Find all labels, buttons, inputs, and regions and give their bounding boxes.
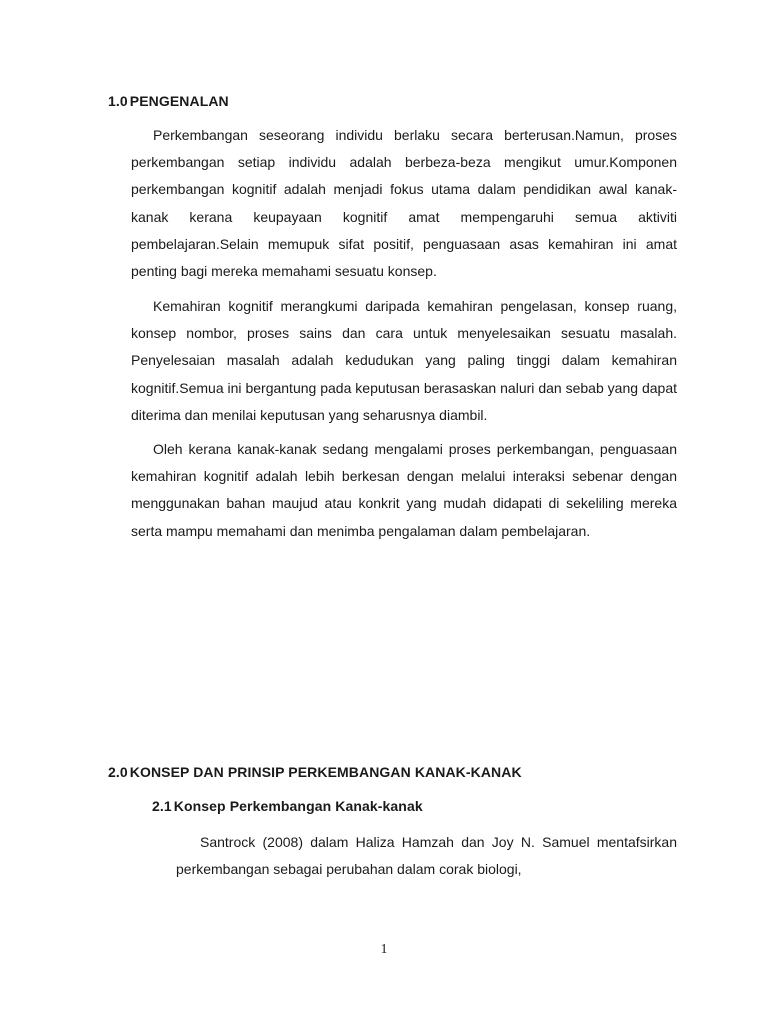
section-2-title: KONSEP DAN PRINSIP PERKEMBANGAN KANAK-KANAK bbox=[129, 764, 522, 780]
page-number: 1 bbox=[380, 942, 388, 957]
subsection-2-1-title: Konsep Perkembangan Kanak-kanak bbox=[173, 798, 423, 814]
section-2-heading bbox=[108, 764, 522, 780]
subsection-2-1-paragraph: Santrock (2008) dalam Haliza Hamzah dan Joy N. Samuel mentafsirkan perkembangan sebagai perubahan dalam corak biologi, bbox=[176, 834, 677, 878]
intro-paragraph-3: Oleh kerana kanak-kanak sedang mengalami proses perkembangan, penguasaan kemahiran kognitif adalah lebih berkesan dengan melalui interaksi sebenar dengan menggunakan bahan maujud atau konkrit yang mudah didapati di sekeliling mereka serta mampu memahami dan menimba pengalaman dalam pembelajaran. bbox=[131, 441, 677, 539]
section-1-title: PENGENALAN bbox=[129, 93, 229, 109]
section-1-heading bbox=[108, 93, 229, 109]
intro-paragraph-2: Kemahiran kognitif merangkumi daripada kemahiran pengelasan, konsep ruang, konsep nombor, proses sains dan cara untuk menyelesaikan sesuatu masalah. Penyelesaian masalah adalah kedudukan yang paling tinggi dalam kemahiran kognitif.Semua ini bergantung pada keputusan berasaskan naluri dan sebab yang dapat diterima dan menilai keputusan yang seharusnya diambil. bbox=[131, 298, 677, 423]
intro-paragraph-1: Perkembangan seseorang individu berlaku secara berterusan.Namun, proses perkembangan setiap individu adalah berbeza-beza mengikut umur.Komponen perkembangan kognitif adalah menjadi fokus utama dalam pendidikan awal kanak-kanak kerana keupayaan kognitif amat mempengaruhi semua aktiviti pembelajaran.Selain memupuk sifat positif, penguasaan asas kemahiran ini amat penting bagi mereka memahami sesuatu konsep. bbox=[131, 127, 677, 280]
section-2-number: 2.0 bbox=[108, 764, 128, 780]
section-1-number: 1.0 bbox=[108, 93, 128, 109]
subsection-2-1-number: 2.1 bbox=[152, 798, 172, 814]
subsection-2-1-heading bbox=[152, 798, 423, 814]
